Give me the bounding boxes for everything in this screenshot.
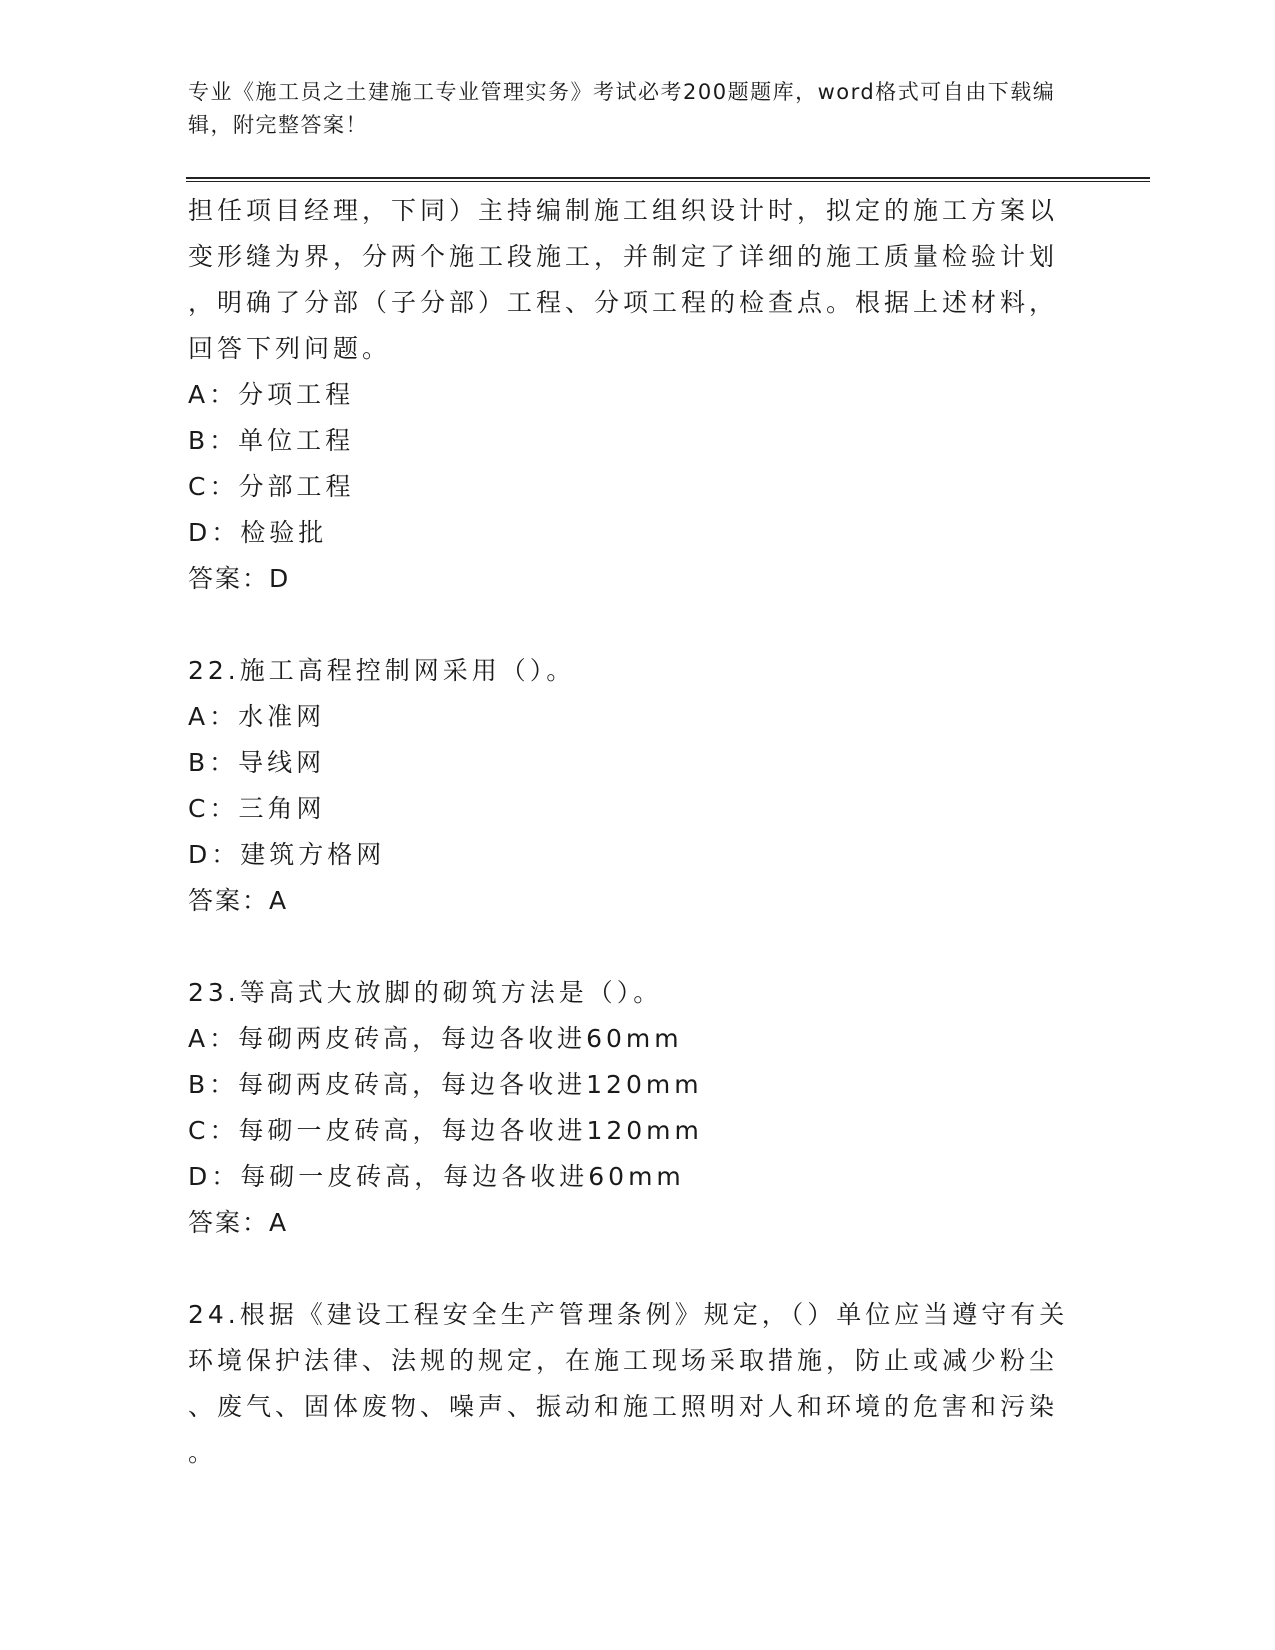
option-b: B：每砌两皮砖高，每边各收进120mm (188, 1070, 703, 1099)
question-22 (188, 648, 1088, 924)
page-header (188, 76, 1068, 142)
answer-label: 答案：A (188, 1208, 289, 1237)
option-c: C：每砌一皮砖高，每边各收进120mm (188, 1116, 703, 1145)
option-b: B：单位工程 (188, 426, 355, 455)
stem-line: 担任项目经理，下同）主持编制施工组织设计时，拟定的施工方案以 (188, 196, 1059, 225)
question-title-line: 环境保护法律、法规的规定，在施工现场采取措施，防止或减少粉尘 (188, 1346, 1059, 1375)
question-23 (188, 970, 1088, 1246)
question-title: 23.等高式大放脚的砌筑方法是（）。 (188, 978, 663, 1007)
option-c: C：三角网 (188, 794, 326, 823)
option-b: B：导线网 (188, 748, 326, 777)
option-d: D：检验批 (188, 518, 328, 547)
option-a: A：每砌两皮砖高，每边各收进60mm (188, 1024, 683, 1053)
answer-label: 答案：A (188, 886, 289, 915)
option-a: A：分项工程 (188, 380, 355, 409)
document-body (188, 188, 1088, 1476)
stem-line: 变形缝为界，分两个施工段施工，并制定了详细的施工质量检验计划 (188, 242, 1059, 271)
option-a: A：水准网 (188, 702, 326, 731)
header-divider (186, 177, 1150, 182)
option-d: D：每砌一皮砖高，每边各收进60mm (188, 1162, 685, 1191)
question-title-line: 。 (188, 1438, 218, 1467)
header-title: 专业《施工员之土建施工专业管理实务》考试必考200题题库，word格式可自由下载编辑，附完整答案！ (188, 80, 1056, 137)
question-title-line: 、废气、固体废物、噪声、振动和施工照明对人和环境的危害和污染 (188, 1392, 1059, 1421)
option-c: C：分部工程 (188, 472, 355, 501)
answer-label: 答案：D (188, 564, 291, 593)
question-title: 22.施工高程控制网采用（）。 (188, 656, 576, 685)
question-continued (188, 188, 1088, 602)
question-title-line: 24.根据《建设工程安全生产管理条例》规定，（）单位应当遵守有关 (188, 1300, 1069, 1329)
stem-line: 回答下列问题。 (188, 334, 392, 363)
stem-line: ，明确了分部（子分部）工程、分项工程的检查点。根据上述材料， (188, 288, 1059, 317)
option-d: D：建筑方格网 (188, 840, 386, 869)
question-24 (188, 1292, 1088, 1476)
